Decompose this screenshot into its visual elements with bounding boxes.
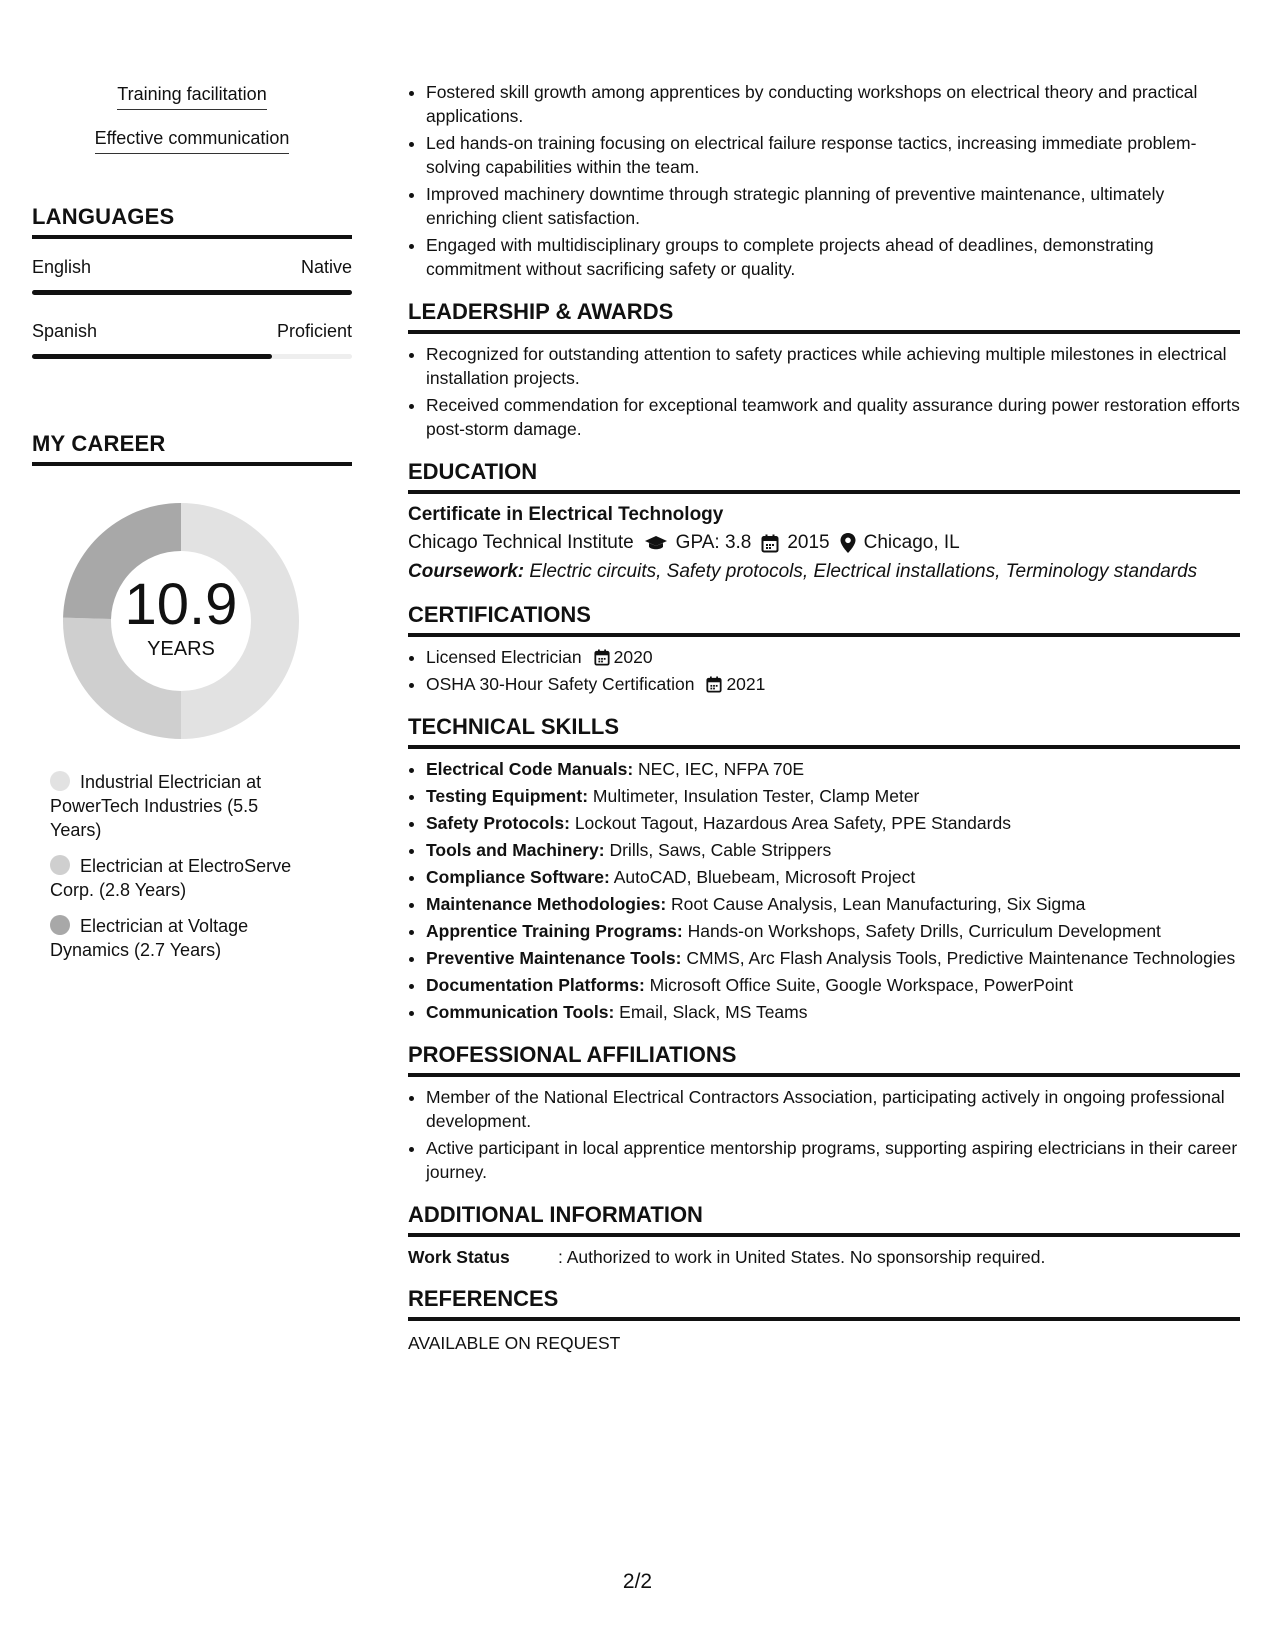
skill-category: Apprentice Training Programs:	[426, 921, 683, 941]
career-legend-label: Electrician at ElectroServe Corp. (2.8 Years)	[50, 856, 292, 900]
skill-category: Compliance Software:	[426, 867, 610, 887]
language-level-bar	[32, 290, 352, 295]
leadership-item: • Received commendation for exceptional teamwork and quality assurance during power restoration efforts post-storm damage.	[426, 393, 1240, 441]
skill-category: Electrical Code Manuals:	[426, 759, 634, 779]
calendar-icon	[706, 676, 722, 693]
affiliations-section	[408, 1042, 1240, 1184]
language-entry	[32, 257, 352, 295]
technical-skill-item	[426, 973, 1240, 997]
skill-tag	[32, 84, 352, 110]
legend-dot-icon	[50, 855, 70, 875]
skill-category: Testing Equipment:	[426, 786, 589, 806]
technical-skill-item	[426, 1000, 1240, 1024]
career-legend-label: Industrial Electrician at PowerTech Industries (5.5 Years)	[50, 772, 262, 840]
references-text: AVAILABLE ON REQUEST	[408, 1333, 621, 1353]
language-name: Spanish	[32, 321, 98, 341]
skill-values: Root Cause Analysis, Lean Manufacturing, Six Sigma	[671, 894, 1086, 914]
skill-values: Drills, Saws, Cable Strippers	[609, 840, 832, 860]
skill-values: Lockout Tagout, Hazardous Area Safety, PPE Standards	[574, 813, 1011, 833]
skill-tag-label: Effective communication	[95, 128, 290, 154]
experience-bullet: • Engaged with multidisciplinary groups to complete projects ahead of deadlines, demonstrating commitment without sacrificing safety or quality.	[426, 233, 1240, 281]
career-legend-label: Electrician at Voltage Dynamics (2.7 Years)	[50, 916, 249, 960]
experience-bullet: • Led hands-on training focusing on electrical failure response tactics, increasing immediate problem-solving capabilities within the team.	[426, 131, 1240, 179]
affiliation-item: • Member of the National Electrical Contractors Association, participating actively in ongoing professional development.	[426, 1085, 1240, 1133]
calendar-icon	[594, 649, 610, 666]
skill-tag-label: Training facilitation	[117, 84, 266, 110]
education-degree: Certificate in Electrical Technology	[408, 504, 724, 525]
skill-category: Documentation Platforms:	[426, 975, 645, 995]
language-level-fill	[32, 354, 272, 359]
skill-category: Communication Tools:	[426, 1002, 615, 1022]
education-section	[408, 459, 1240, 584]
experience-bullet: • Improved machinery downtime through strategic planning of preventive maintenance, ultimately enriching client satisfaction.	[426, 182, 1240, 230]
certifications-heading: CERTIFICATIONS	[408, 602, 1240, 637]
technical-skill-item	[426, 757, 1240, 781]
language-level: Proficient	[276, 321, 352, 341]
technical-skills-heading: TECHNICAL SKILLS	[408, 714, 1240, 749]
skill-values: Microsoft Office Suite, Google Workspace, PowerPoint	[649, 975, 1074, 995]
legend-dot-icon	[50, 915, 70, 935]
work-status-row	[408, 1247, 1240, 1268]
leadership-heading: LEADERSHIP & AWARDS	[408, 299, 1240, 334]
certification-year: 2021	[726, 674, 766, 694]
technical-skill-item	[426, 865, 1240, 889]
coursework-text: Electric circuits, Safety protocols, Electrical installations, Terminology standards	[529, 561, 1198, 582]
career-total-years: 10.9	[124, 571, 238, 637]
affiliation-item: • Active participant in local apprentice mentorship programs, supporting aspiring electricians in their career journey.	[426, 1136, 1240, 1184]
skill-category: Preventive Maintenance Tools:	[426, 948, 682, 968]
skill-values: NEC, IEC, NFPA 70E	[638, 759, 805, 779]
skill-category: Tools and Machinery:	[426, 840, 605, 860]
technical-skill-item	[426, 784, 1240, 808]
education-location: Chicago, IL	[863, 532, 960, 553]
sidebar	[32, 84, 352, 974]
certification-name: OSHA 30-Hour Safety Certification	[426, 674, 695, 694]
technical-skill-item	[426, 838, 1240, 862]
work-status-value: : Authorized to work in United States. No sponsorship required.	[558, 1247, 1046, 1267]
certification-item	[426, 645, 1240, 669]
education-coursework	[408, 560, 1240, 584]
graduation-cap-icon	[644, 535, 668, 551]
main-content	[408, 80, 1240, 1354]
education-heading: EDUCATION	[408, 459, 1240, 494]
career-total-unit: YEARS	[147, 637, 215, 660]
technical-skill-item	[426, 919, 1240, 943]
certification-name: Licensed Electrician	[426, 647, 582, 667]
technical-skill-item	[426, 892, 1240, 916]
legend-dot-icon	[50, 771, 70, 791]
language-level: Native	[300, 257, 352, 277]
coursework-label: Coursework:	[408, 561, 525, 582]
education-gpa: GPA: 3.8	[675, 532, 752, 553]
affiliations-heading: PROFESSIONAL AFFILIATIONS	[408, 1042, 1240, 1077]
language-entry	[32, 321, 352, 359]
references-section	[408, 1286, 1240, 1354]
skill-tag	[32, 128, 352, 154]
career-legend-item	[50, 914, 310, 962]
skill-values: CMMS, Arc Flash Analysis Tools, Predictive Maintenance Technologies	[686, 948, 1236, 968]
page-number: 2/2	[622, 1570, 653, 1593]
references-heading: REFERENCES	[408, 1286, 1240, 1321]
career-legend	[50, 770, 310, 962]
career-legend-item	[50, 854, 310, 902]
skill-values: AutoCAD, Bluebeam, Microsoft Project	[613, 867, 916, 887]
certification-item	[426, 672, 1240, 696]
additional-info-heading: ADDITIONAL INFORMATION	[408, 1202, 1240, 1237]
experience-bullets	[408, 80, 1240, 281]
location-pin-icon	[840, 533, 856, 553]
skill-values: Email, Slack, MS Teams	[619, 1002, 808, 1022]
skill-values: Multimeter, Insulation Tester, Clamp Meter	[592, 786, 920, 806]
skill-values: Hands-on Workshops, Safety Drills, Curriculum Development	[687, 921, 1161, 941]
calendar-icon	[761, 534, 779, 553]
languages-heading: LANGUAGES	[32, 204, 352, 239]
skill-category: Safety Protocols:	[426, 813, 570, 833]
skill-category: Maintenance Methodologies:	[426, 894, 667, 914]
technical-skill-item	[426, 946, 1240, 970]
career-heading: MY CAREER	[32, 431, 352, 466]
education-details	[408, 532, 1240, 554]
education-school: Chicago Technical Institute	[408, 532, 634, 553]
language-level-bar	[32, 354, 352, 359]
language-level-fill	[32, 290, 352, 295]
additional-info-section	[408, 1202, 1240, 1268]
education-year: 2015	[787, 532, 830, 553]
certification-year: 2020	[613, 647, 653, 667]
career-legend-item	[50, 770, 310, 842]
certifications-section	[408, 602, 1240, 696]
language-name: English	[32, 257, 92, 277]
career-donut-chart	[56, 496, 306, 746]
technical-skills-section	[408, 714, 1240, 1024]
technical-skill-item	[426, 811, 1240, 835]
work-status-label: Work Status	[408, 1247, 510, 1267]
experience-bullet: • Fostered skill growth among apprentices by conducting workshops on electrical theory and practical applications.	[426, 80, 1240, 128]
leadership-item: • Recognized for outstanding attention to safety practices while achieving multiple milestones in electrical installation projects.	[426, 342, 1240, 390]
leadership-section	[408, 299, 1240, 441]
